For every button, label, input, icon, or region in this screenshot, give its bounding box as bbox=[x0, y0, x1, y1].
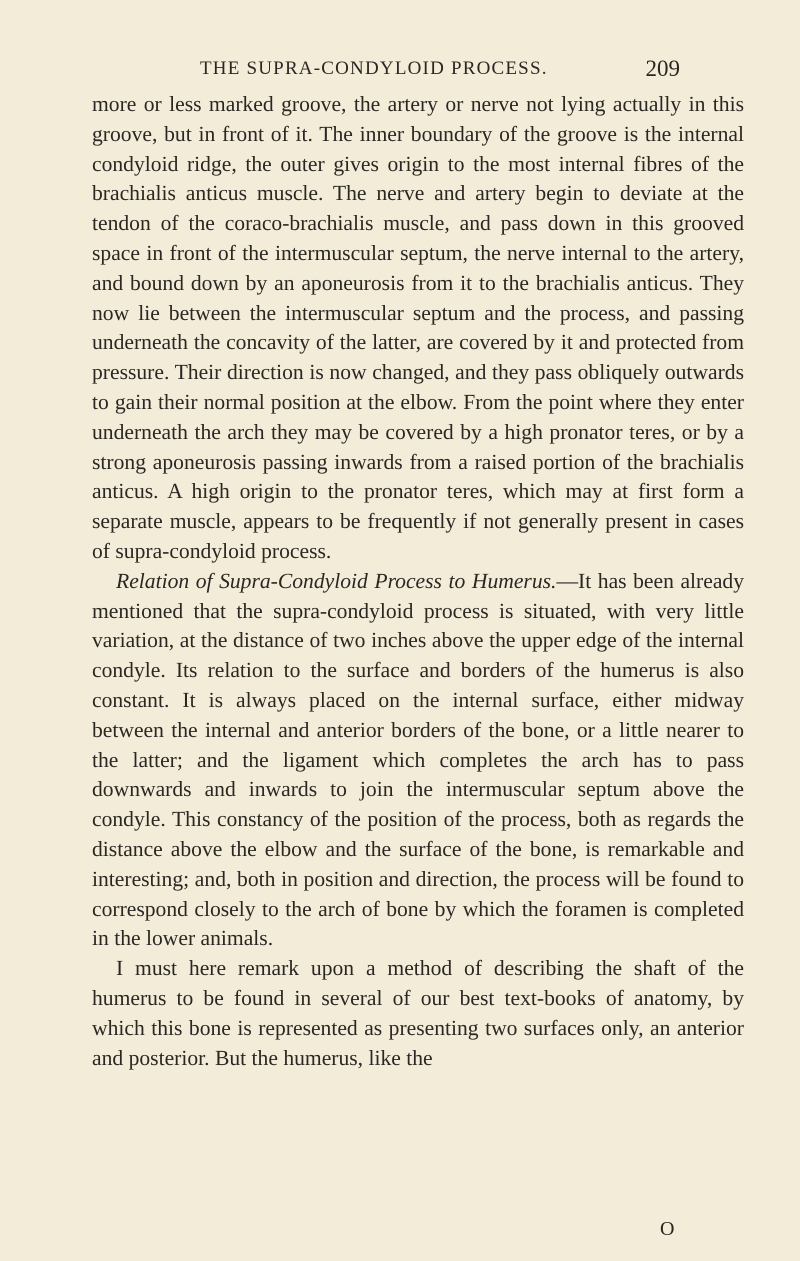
paragraph-1 bbox=[92, 90, 744, 567]
running-title: THE SUPRA-CONDYLOID PROCESS. bbox=[200, 58, 548, 79]
signature-mark: O bbox=[660, 1218, 676, 1240]
section-heading: Relation of Supra-Condyloid Process to Humerus. bbox=[116, 568, 557, 593]
paragraph-3-text: I must here remark upon a method of describing the shaft of the humerus to be found in several of our best text-books of anatomy, by which this bone is represented as presenting two surfaces only, an anterior and posterior. But the humerus, like the bbox=[92, 956, 744, 1070]
page-number: 209 bbox=[645, 56, 680, 81]
body-text bbox=[92, 90, 744, 1073]
paragraph-1-text: more or less marked groove, the artery or nerve not lying actually in this groove, but in front of it. The inner boundary of the groove is the internal condyloid ridge, the outer gives origin to the most internal fibres of the brachialis anticus muscle. The nerve and artery begin to deviate at the tendon of the coraco-brachialis muscle, and pass down in this grooved space in front of the intermuscular septum, the nerve internal to the artery, and bound down by an aponeurosis from it to the brachialis anticus. They now lie between the intermuscular septum and the process, and passing underneath the concavity of the latter, are covered by it and protected from pressure. Their direction is now changed, and they pass obliquely outwards to gain their normal position at the elbow. From the point where they enter underneath the arch they may be covered by a high pronator teres, or by a strong aponeurosis passing inwards from a raised portion of the brachialis anticus. A high origin to the pronator teres, which may at first form a separate muscle, appears to be frequently if not generally present in cases of supra-condyloid process. bbox=[92, 92, 744, 563]
running-head bbox=[120, 58, 680, 88]
paragraph-2 bbox=[92, 567, 744, 954]
paragraph-2-text: —It has been already mentioned that the supra-condyloid process is situated, with very little variation, at the distance of two inches above the upper edge of the internal condyle. Its relation to the surface and borders of the humerus is also constant. It is always placed on the internal surface, either midway between the internal and anterior borders of the bone, or a little nearer to the latter; and the ligament which completes the arch has to pass downwards and inwards to join the intermuscular septum above the condyle. This constancy of the position of the process, both as regards the distance above the elbow and the surface of the bone, is remarkable and interesting; and, both in position and direction, the process will be found to correspond closely to the arch of bone by which the foramen is completed in the lower animals. bbox=[92, 568, 744, 951]
paragraph-3 bbox=[92, 954, 744, 1073]
